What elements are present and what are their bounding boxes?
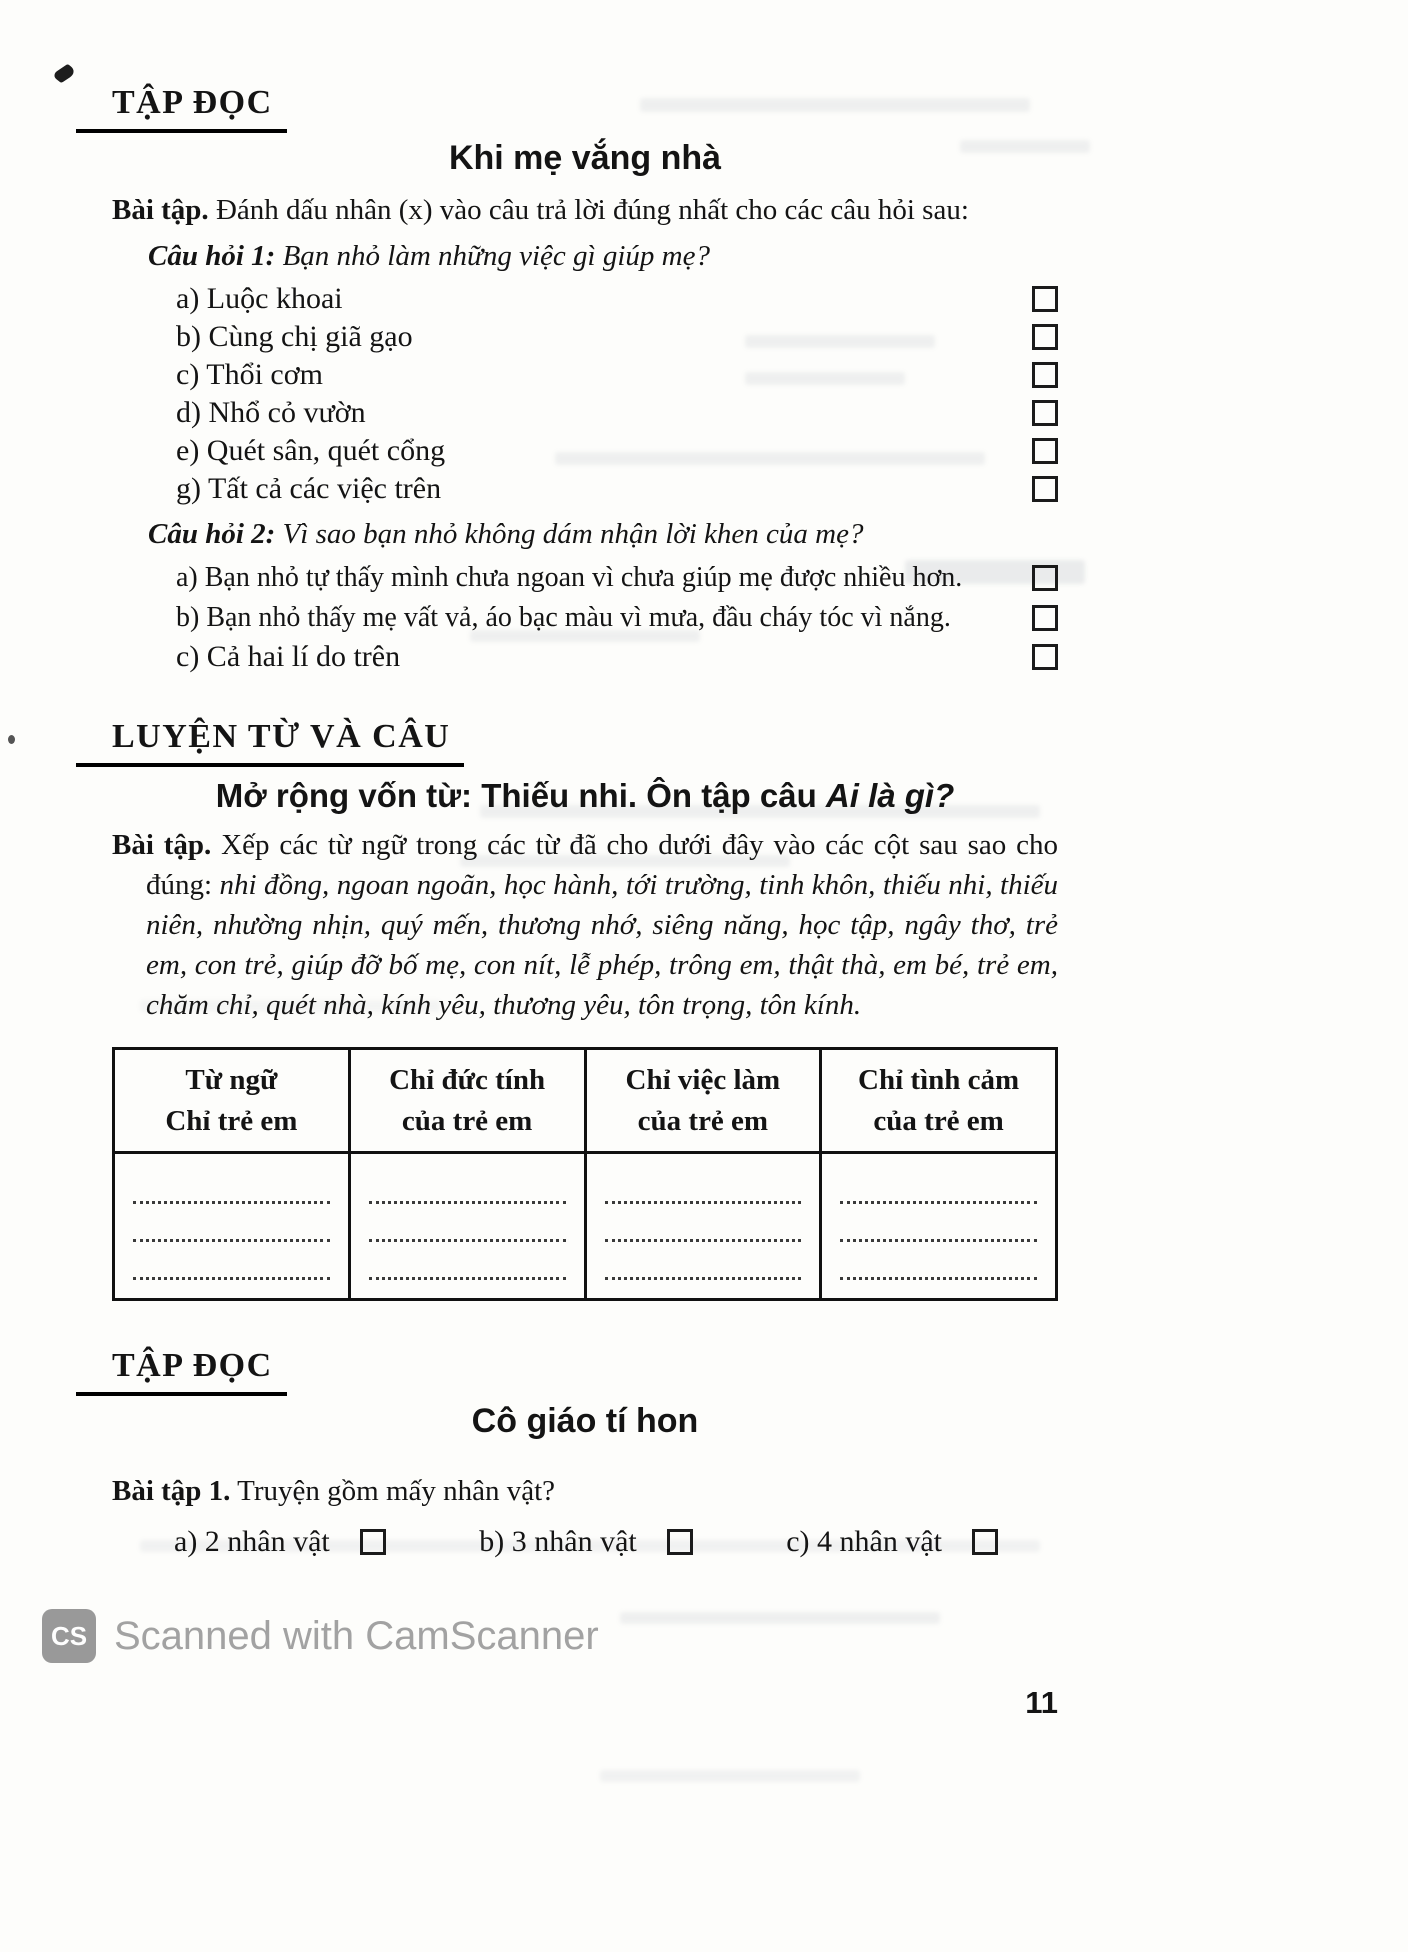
- option-row: [176, 432, 1058, 470]
- camscanner-watermark-text: Scanned with CamScanner: [114, 1613, 599, 1658]
- option-row: [786, 1525, 998, 1559]
- option-label: b) Cùng chị giã gạo: [176, 320, 413, 353]
- section-tap-doc-1: [112, 84, 1058, 676]
- fill-in-blank[interactable]: [840, 1204, 1037, 1242]
- fill-in-blank[interactable]: [133, 1166, 330, 1204]
- option-row: [176, 280, 1058, 318]
- option-label: g) Tất cả các việc trên: [176, 472, 442, 505]
- answer-checkbox-q1-c[interactable]: [1032, 362, 1058, 388]
- fill-in-blank[interactable]: [369, 1242, 566, 1280]
- word-list: nhi đồng, ngoan ngoãn, học hành, tới trường, tinh khôn, thiếu nhi, thiếu niên, nhường nhịn, quý mến, thương nhớ, siêng năng, học tập, ngây thơ, trẻ em, con trẻ, giúp đỡ bố mẹ, con nít, lễ phép, trông em, thật thà, em bé, trẻ em, chăm chỉ, quét nhà, kính yêu, thương yêu, tôn trọng, tôn kính.: [146, 869, 1059, 1021]
- option-row: [176, 318, 1058, 356]
- header-line: Chỉ tình cảm: [858, 1064, 1020, 1096]
- blank-cell-viec-lam: [585, 1153, 821, 1300]
- blank-cell-tre-em: [114, 1153, 350, 1300]
- option-row: [176, 598, 1058, 638]
- option-label: c) 4 nhân vật: [786, 1525, 942, 1559]
- subtitle-main: Mở rộng vốn từ: Thiếu nhi. Ôn tập câu: [215, 777, 826, 814]
- option-row: [176, 638, 1058, 676]
- header-line: của trẻ em: [637, 1104, 769, 1137]
- lesson-title-co-giao-ti-hon: Cô giáo tí hon: [471, 1402, 699, 1441]
- fill-in-blank[interactable]: [605, 1242, 802, 1280]
- header-line: của trẻ em: [401, 1104, 533, 1137]
- question-1-options: [176, 280, 1058, 508]
- fill-in-blank[interactable]: [369, 1204, 566, 1242]
- option-row: [176, 558, 1058, 598]
- header-line: Chỉ đức tính: [389, 1064, 546, 1096]
- section-heading-tap-doc: TẬP ĐỌC: [76, 84, 287, 133]
- fill-in-blank[interactable]: [840, 1242, 1037, 1280]
- camscanner-watermark: [42, 1609, 1058, 1663]
- section-heading-luyen-tu-va-cau: LUYỆN TỪ VÀ CÂU: [76, 718, 464, 767]
- lesson-title-khi-me-vang-nha: Khi mẹ vắng nhà: [448, 139, 722, 177]
- option-row: [479, 1525, 692, 1559]
- option-label: a) 2 nhân vật: [174, 1525, 330, 1559]
- table-blank-row: [114, 1153, 1057, 1300]
- answer-checkbox-q1-e[interactable]: [1032, 438, 1058, 464]
- fill-in-blank[interactable]: [840, 1166, 1037, 1204]
- task-label: Bài tập.: [112, 829, 212, 861]
- header-line: Chỉ trẻ em: [165, 1104, 298, 1137]
- section-luyen-tu-va-cau: [112, 718, 1058, 1301]
- option-row: [176, 470, 1058, 508]
- option-label: e) Quét sân, quét cổng: [176, 434, 446, 467]
- column-header-viec-lam: [585, 1049, 821, 1153]
- section-tap-doc-2: [112, 1347, 1058, 1559]
- blank-cell-duc-tinh: [349, 1153, 585, 1300]
- answer-checkbox-q1-g[interactable]: [1032, 476, 1058, 502]
- option-label: d) Nhổ cỏ vườn: [176, 396, 366, 429]
- blank-cell-tinh-cam: [821, 1153, 1057, 1300]
- column-header-tu-ngu: [114, 1049, 350, 1153]
- task-intro: Xếp các từ ngữ trong các từ đã cho dưới đây vào các cột sau sao cho đúng:: [146, 829, 1058, 901]
- option-row: [176, 356, 1058, 394]
- lesson-subtitle: [112, 777, 1058, 815]
- fill-in-blank[interactable]: [369, 1166, 566, 1204]
- character-count-options: [174, 1525, 1058, 1559]
- table-header-row: [114, 1049, 1057, 1153]
- option-label: b) Bạn nhỏ thấy mẹ vất vả, áo bạc màu vì mưa, đầu cháy tóc vì nắng.: [176, 602, 951, 633]
- header-line: Từ ngữ: [185, 1064, 278, 1096]
- answer-checkbox-q2-a[interactable]: [1032, 565, 1058, 591]
- answer-checkbox-q2-c[interactable]: [1032, 644, 1058, 670]
- option-label: a) Bạn nhỏ tự thấy mình chưa ngoan vì chưa giúp mẹ được nhiều hơn.: [176, 562, 963, 593]
- option-row: [174, 1525, 386, 1559]
- task-label: Bài tập 1.: [112, 1475, 231, 1508]
- question-1: [148, 236, 1058, 276]
- option-row: [176, 394, 1058, 432]
- task-label: Bài tập.: [112, 194, 209, 226]
- word-classification-table: [112, 1047, 1058, 1301]
- question-1-label: Câu hỏi 1:: [148, 240, 276, 272]
- task-text: Đánh dấu nhân (x) vào câu trả lời đúng nhất cho các câu hỏi sau:: [208, 194, 969, 226]
- header-line: Chỉ việc làm: [625, 1064, 781, 1096]
- task-instruction-2: [112, 1471, 1058, 1511]
- question-2-label: Câu hỏi 2:: [148, 518, 276, 550]
- question-2-options: [176, 558, 1058, 676]
- column-header-duc-tinh: [349, 1049, 585, 1153]
- fill-in-blank[interactable]: [605, 1166, 802, 1204]
- answer-checkbox-q2-b[interactable]: [1032, 605, 1058, 631]
- option-label: c) Thổi cơm: [176, 358, 323, 391]
- subtitle-italic: Ai là gì?: [825, 777, 955, 814]
- fill-in-blank[interactable]: [133, 1242, 330, 1280]
- option-label: a) Luộc khoai: [176, 282, 343, 315]
- task-text: Truyện gồm mấy nhân vật?: [230, 1475, 556, 1508]
- fill-in-blank[interactable]: [605, 1204, 802, 1242]
- question-2-text: Vì sao bạn nhỏ không dám nhận lời khen của mẹ?: [275, 518, 864, 550]
- option-label: c) Cả hai lí do trên: [176, 640, 401, 673]
- answer-checkbox-q1-a[interactable]: [1032, 286, 1058, 312]
- fill-in-blank[interactable]: [133, 1204, 330, 1242]
- word-sorting-task: [112, 825, 1058, 1025]
- answer-checkbox-bt1-b[interactable]: [667, 1529, 693, 1555]
- section-heading-tap-doc-2: TẬP ĐỌC: [76, 1347, 287, 1396]
- page-number: 11: [1025, 1685, 1058, 1721]
- question-2: [148, 514, 1058, 554]
- answer-checkbox-bt1-c[interactable]: [972, 1529, 998, 1555]
- task-instruction: [112, 190, 1058, 230]
- header-line: của trẻ em: [873, 1104, 1004, 1137]
- option-label: b) 3 nhân vật: [479, 1525, 637, 1559]
- question-1-text: Bạn nhỏ làm những việc gì giúp mẹ?: [275, 240, 710, 272]
- answer-checkbox-q1-b[interactable]: [1032, 324, 1058, 350]
- column-header-tinh-cam: [821, 1049, 1057, 1153]
- camscanner-logo-icon: CS: [42, 1609, 96, 1663]
- answer-checkbox-q1-d[interactable]: [1032, 400, 1058, 426]
- answer-checkbox-bt1-a[interactable]: [360, 1529, 386, 1555]
